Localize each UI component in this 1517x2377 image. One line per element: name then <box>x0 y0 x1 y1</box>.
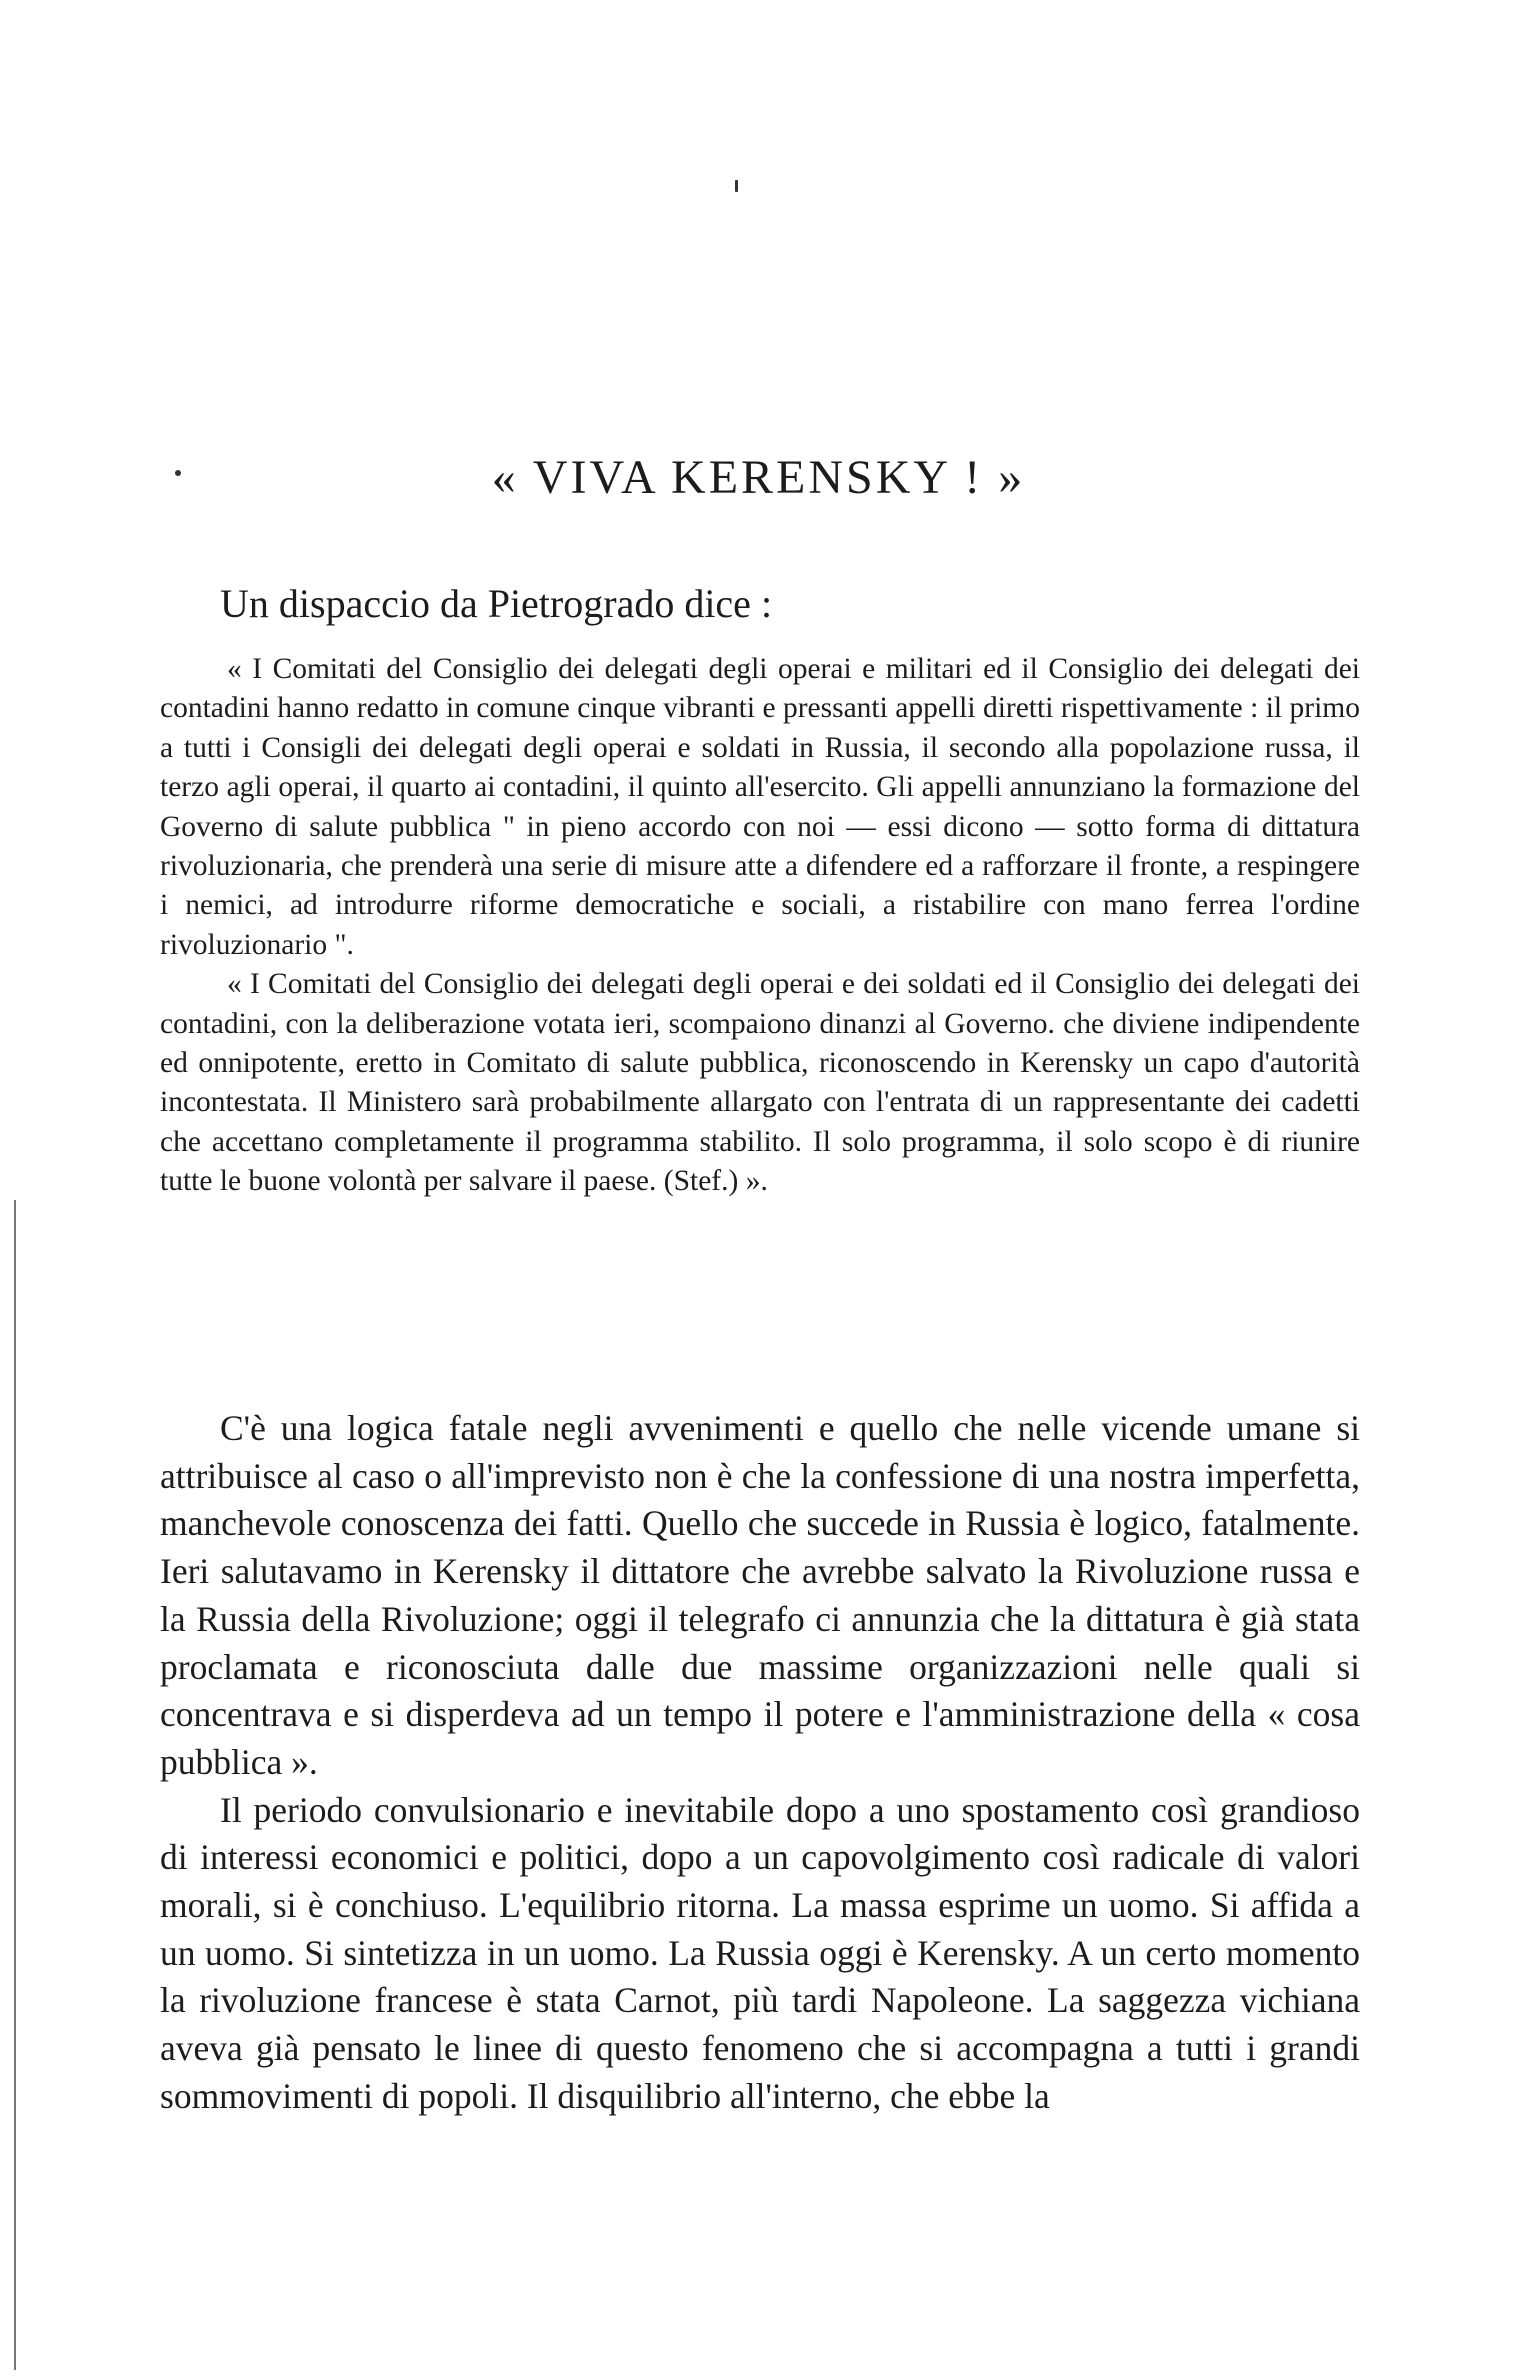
intro-line: Un dispaccio da Pietrogrado dice : <box>220 581 773 626</box>
quoted-dispatch <box>160 650 1360 1202</box>
commentary-body <box>160 1405 1360 2121</box>
quoted-paragraph: « I Comitati del Consiglio dei delegati degli operai e militari ed il Consiglio dei delegati dei contadini hanno redatto in comune cinque vibranti e pressanti appelli diretti rispettivamente : il primo a tutti i Consigli dei delegati degli operai e soldati in Russia, il secondo alla popolazione russa, il terzo agli operai, il quarto ai contadini, il quinto all'esercito. Gli appelli annunziano la formazione del Governo di salute pubblica " in pieno accordo con noi — essi dicono — sotto forma di dittatura rivoluzionaria, che prenderà una serie di misure atte a difendere ed a rafforzare il fronte, a respingere i nemici, ad introdurre riforme democratiche e sociali, a ristabilire con mano ferrea l'ordine rivoluzionario ". <box>160 653 1360 961</box>
body-paragraph: Il periodo convulsionario e inevitabile dopo a uno spostamento così grandioso di interessi economici e politici, dopo a un capovolgimento così radicale di valori morali, si è conchiuso. L'equilibrio ritorna. La massa esprime un uomo. Si affida a un uomo. Si sintetizza in un uomo. La Russia oggi è Kerensky. A un certo momento la rivoluzione francese è stata Carnot, più tardi Napoleone. La saggezza vichiana aveva già pensato le linee di questo fenomeno che si accompagna a tutti i grandi sommovimenti di popoli. Il disquilibrio all'interno, che ebbe la <box>160 1789 1360 2116</box>
scan-margin-line <box>14 1200 16 2370</box>
quoted-paragraph: « I Comitati del Consiglio dei delegati degli operai e dei soldati ed il Consiglio dei delegati dei contadini, con la deliberazione votata ieri, scompaiono dinanzi al Governo. che diviene indipendente ed onnipotente, eretto in Comitato di salute pubblica, riconoscendo in Kerensky un capo d'autorità incontestata. Il Ministero sarà probabilmente allargato con l'entrata di un rappresentante dei cadetti che accettano completamente il programma stabilito. Il solo programma, il solo scopo è di riunire tutte le buone volontà per salvare il paese. (Stef.) ». <box>160 968 1360 1198</box>
body-paragraph: C'è una logica fatale negli avvenimenti e quello che nelle vicende umane si attribuisce al caso o all'imprevisto non è che la confessione di una nostra imperfetta, manchevole conoscenza dei fatti. Quello che succede in Russia è logico, fatalmente. Ieri salutavamo in Kerensky il dittatore che avrebbe salvato la Rivoluzione russa e la Russia della Rivoluzione; oggi il telegrafo ci annunzia che la dittatura è già stata proclamata e riconosciuta dalle due massime organizzazioni nelle quali si concentrava e si disperdeva ad un tempo il potere e l'amministrazione della « cosa pubblica ». <box>160 1408 1360 1782</box>
article-title: « VIVA KERENSKY ! » <box>491 451 1026 504</box>
scan-speck <box>735 180 738 192</box>
